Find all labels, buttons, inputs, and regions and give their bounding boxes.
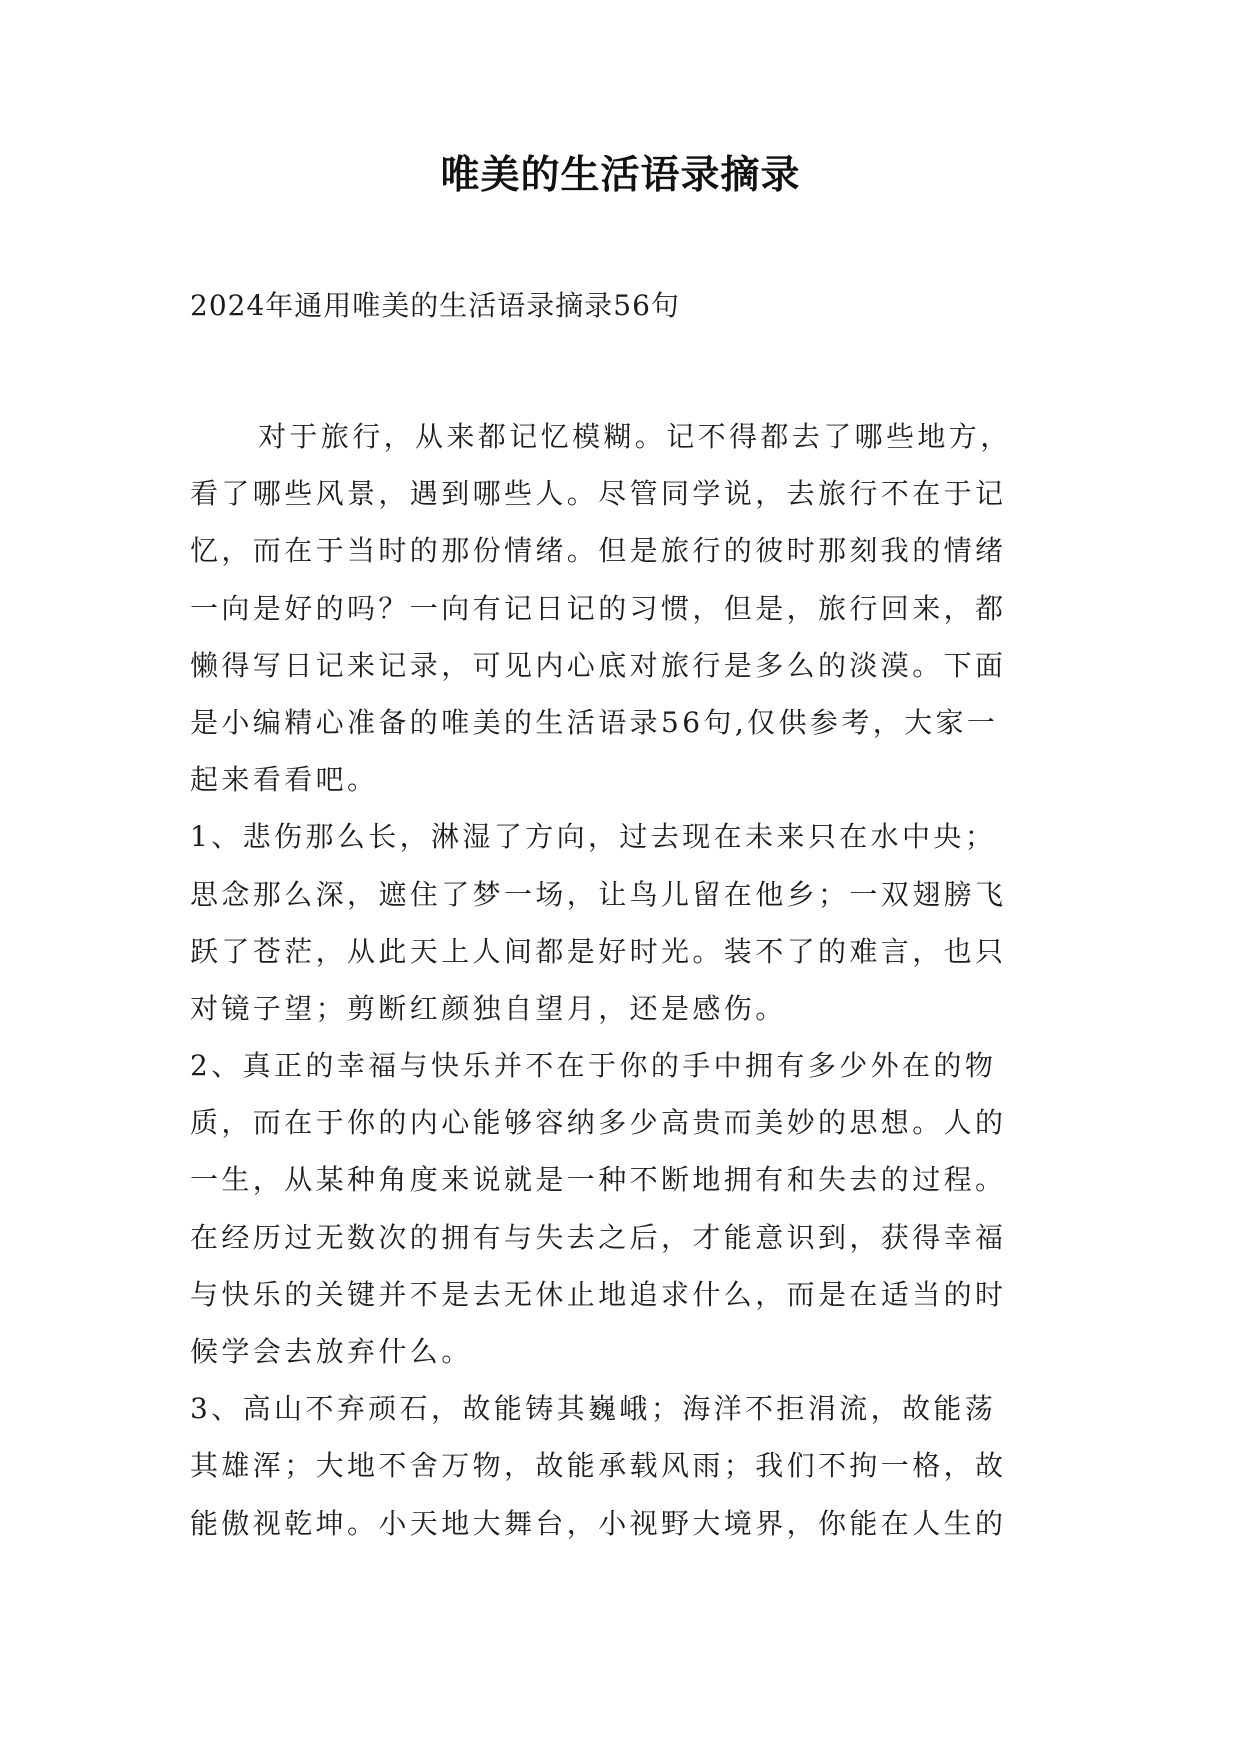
paragraph-line: 跃了苍茫，从此天上人间都是好时光。装不了的难言，也只 — [190, 934, 1007, 968]
paragraph-line: 对于旅行，从来都记忆模糊。记不得都去了哪些地方， — [258, 420, 1012, 453]
paragraph-line: 其雄浑；大地不舍万物，故能承载风雨；我们不拘一格，故 — [190, 1449, 1007, 1483]
paragraph-line: 能傲视乾坤。小天地大舞台，小视野大境界，你能在人生的 — [190, 1506, 1007, 1540]
paragraph-line: 3、高山不弃顽石，故能铸其巍峨；海洋不拒涓流，故能荡 — [190, 1392, 997, 1426]
paragraph-line: 与快乐的关键并不是去无休止地追求什么，而是在适当的时 — [190, 1277, 1007, 1311]
paragraph-line: 1、悲伤那么长，淋湿了方向，过去现在未来只在水中央； — [190, 820, 997, 854]
paragraph-line: 对镜子望；剪断红颜独自望月，还是感伤。 — [190, 991, 787, 1025]
document-body — [190, 408, 1050, 1552]
paragraph-line: 质，而在于你的内心能够容纳多少高贵而美妙的思想。人的 — [190, 1106, 1007, 1140]
paragraph-line: 一生，从某种角度来说就是一种不断地拥有和失去的过程。 — [190, 1163, 1007, 1197]
paragraph-line: 2、真正的幸福与快乐并不在于你的手中拥有多少外在的物 — [190, 1049, 997, 1083]
paragraph-line: 起来看看吧。 — [190, 763, 379, 797]
document-title: 唯美的生活语录摘录 — [440, 153, 801, 198]
paragraph-line: 忆，而在于当时的那份情绪。但是旅行的彼时那刻我的情绪 — [190, 534, 1007, 568]
paragraph-line: 一向是好的吗？一向有记日记的习惯，但是，旅行回来，都 — [190, 591, 1007, 625]
paragraph-line: 在经历过无数次的拥有与失去之后，才能意识到，获得幸福 — [190, 1220, 1007, 1254]
paragraph-line: 思念那么深，遮住了梦一场，让鸟儿留在他乡；一双翅膀飞 — [190, 877, 1007, 911]
paragraph-line: 懒得写日记来记录，可见内心底对旅行是多么的淡漠。下面 — [190, 648, 1007, 682]
paragraph-line: 是小编精心准备的唯美的生活语录56句,仅供参考，大家一 — [190, 705, 999, 739]
paragraph-line: 候学会去放弃什么。 — [190, 1335, 473, 1368]
paragraph-line: 看了哪些风景，遇到哪些人。尽管同学说，去旅行不在于记 — [190, 477, 1007, 511]
document-subtitle: 2024年通用唯美的生活语录摘录56句 — [190, 289, 680, 322]
